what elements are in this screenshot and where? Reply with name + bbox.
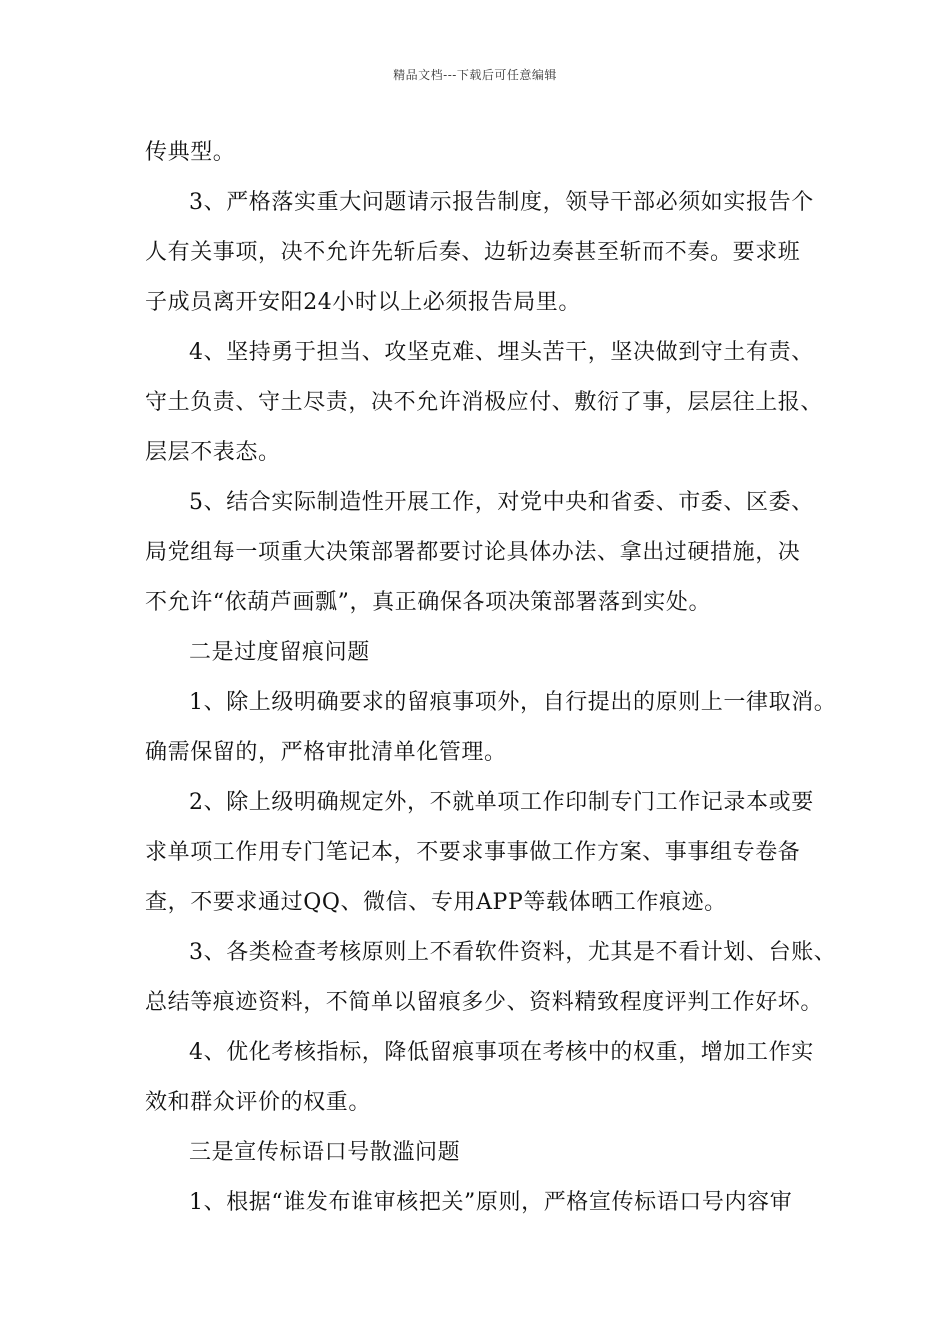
text-line: 查，不要求通过QQ、微信、专用APP等载体晒工作痕迹。 — [145, 890, 727, 915]
text-line: 3、各类检查考核原则上不看软件资料，尤其是不看计划、台账、 — [189, 940, 837, 965]
text-line: 局党组每一项重大决策部署都要讨论具体办法、拿出过硬措施，决 — [145, 540, 801, 565]
text-line: 子成员离开安阳24小时以上必须报告局里。 — [145, 290, 581, 315]
text-line: 3、严格落实重大问题请示报告制度，领导干部必须如实报告个 — [189, 190, 814, 215]
text-line: 1、除上级明确要求的留痕事项外，自行提出的原则上一律取消。 — [189, 690, 837, 715]
text-line: 2、除上级明确规定外，不就单项工作印制专门工作记录本或要 — [189, 790, 814, 815]
text-line: 4、优化考核指标，降低留痕事项在考核中的权重，增加工作实 — [189, 1040, 814, 1065]
text-line: 求单项工作用专门笔记本，不要求事事做工作方案、事事组专卷备 — [145, 840, 801, 865]
text-line: 层层不表态。 — [145, 440, 281, 465]
text-line: 传典型。 — [145, 140, 236, 165]
text-line: 1、根据“谁发布谁审核把关”原则，严格宣传标语口号内容审 — [189, 1190, 793, 1215]
text-line: 确需保留的，严格审批清单化管理。 — [145, 740, 507, 765]
text-line: 5、结合实际制造性开展工作，对党中央和省委、市委、区委、 — [189, 490, 814, 515]
text-line: 4、坚持勇于担当、攻坚克难、埋头苦干，坚决做到守土有责、 — [189, 340, 814, 365]
document-body — [145, 128, 837, 1228]
text-line: 效和群众评价的权重。 — [145, 1090, 372, 1115]
section-heading: 二是过度留痕问题 — [189, 640, 370, 665]
section-heading: 三是宣传标语口号散滥问题 — [189, 1140, 461, 1165]
text-line: 不允许“依葫芦画瓢”，真正确保各项决策部署落到实处。 — [145, 590, 712, 615]
text-line: 人有关事项，决不允许先斩后奏、边斩边奏甚至斩而不奏。要求班 — [145, 240, 801, 265]
text-line: 守土负责、守土尽责，决不允许消极应付、敷衍了事，层层往上报、 — [145, 390, 824, 415]
page-header: 精品文档---下载后可任意编辑 — [393, 68, 557, 82]
text-line: 总结等痕迹资料，不简单以留痕多少、资料精致程度评判工作好坏。 — [145, 990, 824, 1015]
